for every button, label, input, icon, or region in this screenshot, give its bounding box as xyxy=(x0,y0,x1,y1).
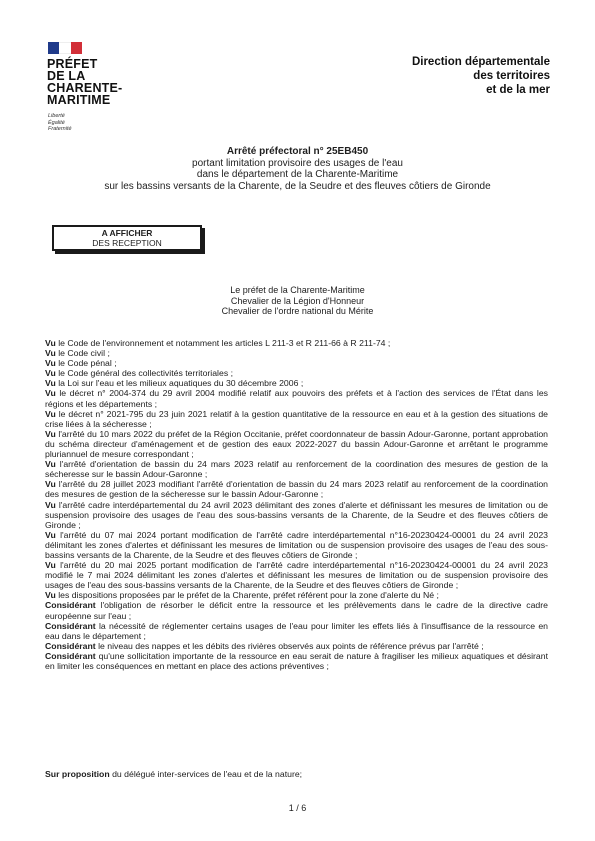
reference-text: l'obligation de résorber le déficit entre la ressource et les prélèvements dans le cadre de la directive cadre européenne sur l'eau ; xyxy=(45,600,548,621)
logo-line: PRÉFET xyxy=(47,57,98,71)
motto-line: Liberté xyxy=(48,113,65,119)
legal-reference-item xyxy=(45,368,548,378)
reference-lead: Vu xyxy=(45,388,56,399)
reference-text: l'arrêté du 10 mars 2022 du préfet de la Région Occitanie, préfet coordonnateur de bassin Adour-Garonne, portant approbation du schéma directeur d'aménagement et de gestion des eaux 2022-2027 du bassin Adour-Garonne et arrêtant le programme pluriannuel de mesure correspondant ; xyxy=(45,428,548,460)
french-flag-icon xyxy=(48,42,82,54)
decree-title xyxy=(0,146,595,192)
page-number: 1 / 6 xyxy=(288,803,307,813)
motto-line: Égalité xyxy=(48,119,65,126)
legal-reference-item xyxy=(45,479,548,499)
reference-text: le Code de l'environnement et notamment les articles L 211-3 et R 211-66 à R 211-74 ; xyxy=(55,338,391,348)
reference-text: le Code civil ; xyxy=(55,348,110,359)
reference-lead: Vu xyxy=(45,408,56,419)
legal-reference-item xyxy=(45,378,548,388)
reference-text: le décret n° 2021-795 du 23 juin 2021 relatif à la gestion quantitative de la ressource en eau et à la gestion des situations de crise liées à la sécheresse ; xyxy=(45,408,548,429)
reference-text: l'arrêté du 28 juillet 2023 modifiant l'arrêté d'orientation de bassin du 24 mars 2023 relatif au renforcement de la coordination des mesures de gestion de la sécheresse sur le bassin Adour-Garonne ; xyxy=(45,479,548,500)
motto-line: Fraternité xyxy=(48,126,72,132)
legal-reference-item xyxy=(45,348,548,358)
prefect-line: Chevalier de l'ordre national du Mérite xyxy=(221,306,374,316)
reference-text: qu'une sollicitation importante de la ressource en eau serait de nature à fragiliser les milieux aquatiques et désirant en limiter les conséquences en mettant en place des actions préventives ; xyxy=(45,650,548,671)
posting-notice-line: A AFFICHER xyxy=(101,228,153,238)
reference-lead: Considérant xyxy=(45,620,96,631)
legal-reference-item xyxy=(45,338,548,348)
reference-lead: Vu xyxy=(45,590,56,601)
reference-text: le décret n° 2004-374 du 29 avril 2004 modifié relatif aux pouvoirs des préfets et à l'action des services de l'État dans les régions et les départements ; xyxy=(45,388,548,409)
reference-lead: Vu xyxy=(45,428,56,439)
direction-line: des territoires xyxy=(473,70,550,82)
reference-lead: Vu xyxy=(45,560,56,571)
reference-lead: Vu xyxy=(45,368,56,379)
decree-subject: dans le département de la Charente-Maritime xyxy=(196,169,399,180)
reference-text: l'arrêté cadre interdépartemental du 24 avril 2023 délimitant des zones d'alerte et définissant les mesures de limitation ou de suspension provisoire des usages de l'eau des sous-bassins versants de la Charente, de la Seudre et des fleuves côtiers de Gironde ; xyxy=(45,499,548,530)
posting-notice-line: DES RECEPTION xyxy=(92,238,162,248)
reference-text: l'arrêté d'orientation de bassin du 24 mars 2023 relatif au renforcement de la coordination des mesures de gestion de la sécheresse sur le bassin Adour-Garonne ; xyxy=(45,459,548,480)
decree-subject: sur les bassins versants de la Charente, de la Seudre et des fleuves côtiers de Gironde xyxy=(104,180,491,192)
flag-blue-stripe xyxy=(48,42,59,54)
decree-number: Arrêté préfectoral n° 25EB450 xyxy=(226,146,369,157)
reference-text: le Code pénal ; xyxy=(55,358,117,369)
reference-lead: Considérant xyxy=(45,650,96,661)
reference-lead: Considérant xyxy=(45,600,96,611)
proposition-text: du délégué inter-services de l'eau et de la nature; xyxy=(109,769,303,779)
reference-lead: Vu xyxy=(45,358,56,369)
reference-lead: Vu xyxy=(45,499,56,510)
reference-text: le niveau des nappes et les débits des rivières observés aux points de référence prévus par l'arrêté ; xyxy=(95,640,484,651)
issuing-department xyxy=(412,55,550,97)
legal-reference-item xyxy=(45,560,548,590)
reference-lead: Vu xyxy=(45,459,56,470)
reference-text: la nécessité de réglementer certains usages de l'eau pour limiter les effets liés à l'insuffisance de la ressource en eau dans le département ; xyxy=(45,620,548,641)
prefet-logo xyxy=(47,58,122,106)
direction-line: Direction départementale xyxy=(411,56,550,68)
republic-motto xyxy=(48,113,72,133)
legal-reference-item xyxy=(45,621,548,641)
reference-lead: Vu xyxy=(45,479,56,490)
legal-reference-item xyxy=(45,651,548,671)
reference-lead: Vu xyxy=(45,529,56,540)
legal-reference-item xyxy=(45,409,548,429)
reference-lead: Vu xyxy=(45,338,56,348)
legal-reference-item xyxy=(45,429,548,459)
reference-text: l'arrêté du 20 mai 2025 portant modification de l'arrêté cadre interdépartemental n°16-20230424-00001 du 24 avril 2023 modifié le 7 mai 2024 délimitant les zones d'alertes et définissant les mesures de limitation ou de suspension provisoire des usages de l'eau des sous-bassins versants de la Charente, de la Seudre et des fleuves côtiers de Gironde ; xyxy=(45,560,548,591)
logo-line: MARITIME xyxy=(47,93,111,107)
posting-notice-box xyxy=(52,225,202,251)
flag-red-stripe xyxy=(71,42,82,54)
reference-lead: Vu xyxy=(45,348,56,359)
flag-white-stripe xyxy=(59,42,70,54)
decree-subject: portant limitation provisoire des usages de l'eau xyxy=(192,157,403,169)
prefect-titles xyxy=(0,285,595,317)
legal-reference-item xyxy=(45,530,548,560)
legal-reference-item xyxy=(45,388,548,408)
reference-lead: Considérant xyxy=(45,640,96,651)
reference-lead: Vu xyxy=(45,378,56,389)
reference-text: l'arrêté du 07 mai 2024 portant modification de l'arrêté cadre interdépartemental n°16-20230424-00001 du 24 avril 2023 délimitant les zones d'alertes et définissant les mesures de limitation ou de suspension provisoire des usages de l'eau des sous-bassins versants de la Charente, de la Seudre et des fleuves côtiers de Gironde ; xyxy=(45,529,548,560)
proposition-lead: Sur proposition xyxy=(45,769,110,779)
legal-reference-item xyxy=(45,641,548,651)
direction-line: et de la mer xyxy=(486,84,550,96)
reference-text: le Code général des collectivités territoriales ; xyxy=(55,368,233,379)
prefect-line: Le préfet de la Charente-Maritime xyxy=(230,285,365,295)
logo-line: CHARENTE- xyxy=(47,81,123,95)
proposition-paragraph xyxy=(45,769,548,779)
logo-line: DE LA xyxy=(47,69,86,83)
legal-reference-item xyxy=(45,500,548,530)
legal-reference-item xyxy=(45,459,548,479)
legal-references xyxy=(45,338,548,671)
legal-reference-item xyxy=(45,600,548,620)
reference-text: la Loi sur l'eau et les milieux aquatiques du 30 décembre 2006 ; xyxy=(55,378,304,389)
prefect-line: Chevalier de la Légion d'Honneur xyxy=(230,295,365,306)
legal-reference-item xyxy=(45,358,548,368)
reference-text: les dispositions proposées par le préfet de la Charente, préfet référent pour la zone d'alerte du Né ; xyxy=(55,590,439,601)
legal-reference-item xyxy=(45,590,548,600)
